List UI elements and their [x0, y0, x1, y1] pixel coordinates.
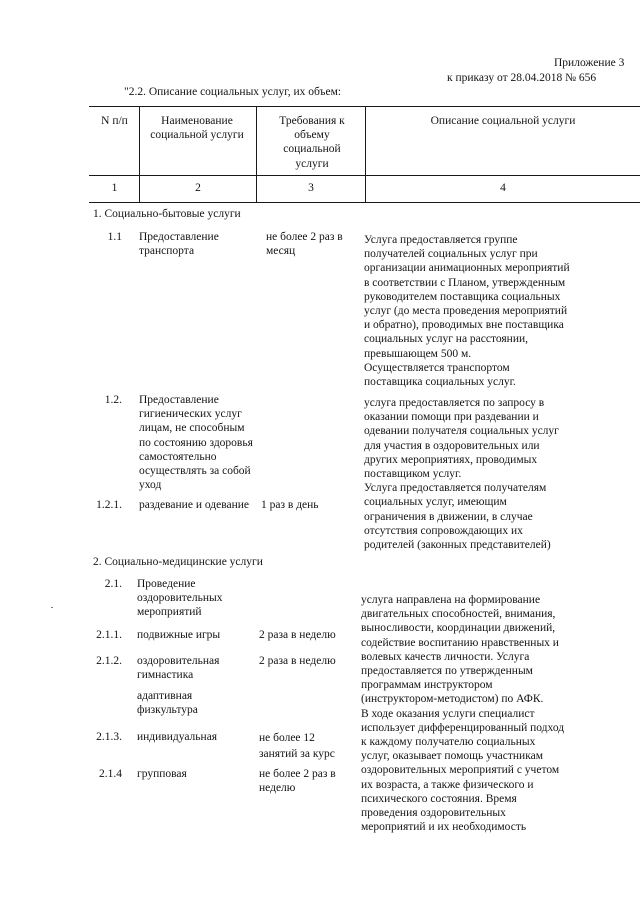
- header-index-1: 1: [111, 182, 118, 194]
- service-name: оздоровительная гимнастика: [137, 655, 220, 682]
- service-name: Предоставление транспорта: [139, 231, 219, 258]
- header-col-name: Наименование социальной услуги: [150, 115, 244, 142]
- row-number: 1.2.: [104, 394, 122, 406]
- service-name: Проведение оздоровительных мероприятий: [137, 578, 223, 619]
- service-name: подвижные игры: [137, 629, 221, 641]
- header-col-number: N п/п: [101, 115, 128, 127]
- row-number: 2.1.: [104, 578, 122, 590]
- header-index-4: 4: [500, 182, 506, 194]
- row-number: 2.1.4: [99, 768, 122, 780]
- appendix-title: Приложение 3: [554, 57, 625, 69]
- service-description: услуга предоставляется по запросу в оказании помощи при раздевании и одевании получателя социальных услуг для участия в оздоровительных или других мероприятиях, проводимых поставщиком услуг. Услуга предоставляется получателям социальных услуг, имеющим ограничения в движении, в случае отсутствия сопровождающих их родителей (законных представителей): [364, 397, 559, 552]
- header-index-3: 3: [308, 182, 314, 194]
- header-col-requirements: Требования к объему социальной услуги: [279, 115, 345, 170]
- service-requirement: не более 2 раз в месяц: [266, 231, 343, 258]
- header-col-description: Описание социальной услуги: [430, 115, 576, 127]
- row-number: 2.1.2.: [96, 655, 122, 667]
- row-number: 2.1.3.: [96, 731, 122, 743]
- service-name: индивидуальная: [137, 731, 218, 743]
- service-requirement: не более 12 занятий за курс: [259, 732, 335, 760]
- section-1-title: 1. Социально-бытовые услуги: [93, 208, 241, 220]
- service-description: услуга направлена на формирование двигательных способностей, внимания, выносливости, координации движений, содействие воспитанию нравственных и волевых качеств личности. Услуга предоставляется по утвержденным программам инструктором (инструктором-методистом) по АФК. В ходе оказания услуги специалист использует дифференцированный подход к каждому получателю социальных услуг, оказывает помощь участникам оздоровительных мероприятий с учетом их возраста, а также физического и психического состояния. Время проведения оздоровительных мероприятий и их необходимость: [361, 594, 565, 834]
- service-name: групповая: [137, 768, 187, 780]
- row-number: 1.1: [107, 231, 122, 243]
- section-2-title: 2. Социально-медицинские услуги: [93, 556, 263, 568]
- scan-artifact: [51, 607, 53, 608]
- service-requirement: 2 раза в неделю: [259, 629, 336, 641]
- service-requirement: 1 раз в день: [261, 499, 319, 511]
- section-title: "2.2. Описание социальных услуг, их объем:: [124, 86, 342, 98]
- service-requirement: не более 2 раз в неделю: [259, 768, 336, 795]
- header-index-2: 2: [195, 182, 201, 194]
- service-name: Предоставление гигиенических услуг лицам, не способным по состоянию здоровья самостоятельно осуществлять за собой уход: [139, 394, 253, 492]
- order-reference: к приказу от 28.04.2018 № 656: [447, 72, 597, 84]
- row-number: 2.1.1.: [96, 629, 122, 641]
- service-name: адаптивная физкультура: [137, 690, 198, 717]
- service-description: Услуга предоставляется группе получателей социальных услуг при организации анимационных мероприятий в соответствии с Планом, утвержденным руководителем поставщика социальных услуг (до места проведения мероприятий и обратно), проводимых вне поставщика социальных услуг на расстоянии, превышающем 500 м. Осуществляется транспортом поставщика социальных услуг.: [364, 234, 570, 389]
- service-requirement: 2 раза в неделю: [259, 655, 336, 667]
- service-name: раздевание и одевание: [139, 499, 250, 511]
- row-number: 1.2.1.: [96, 499, 122, 511]
